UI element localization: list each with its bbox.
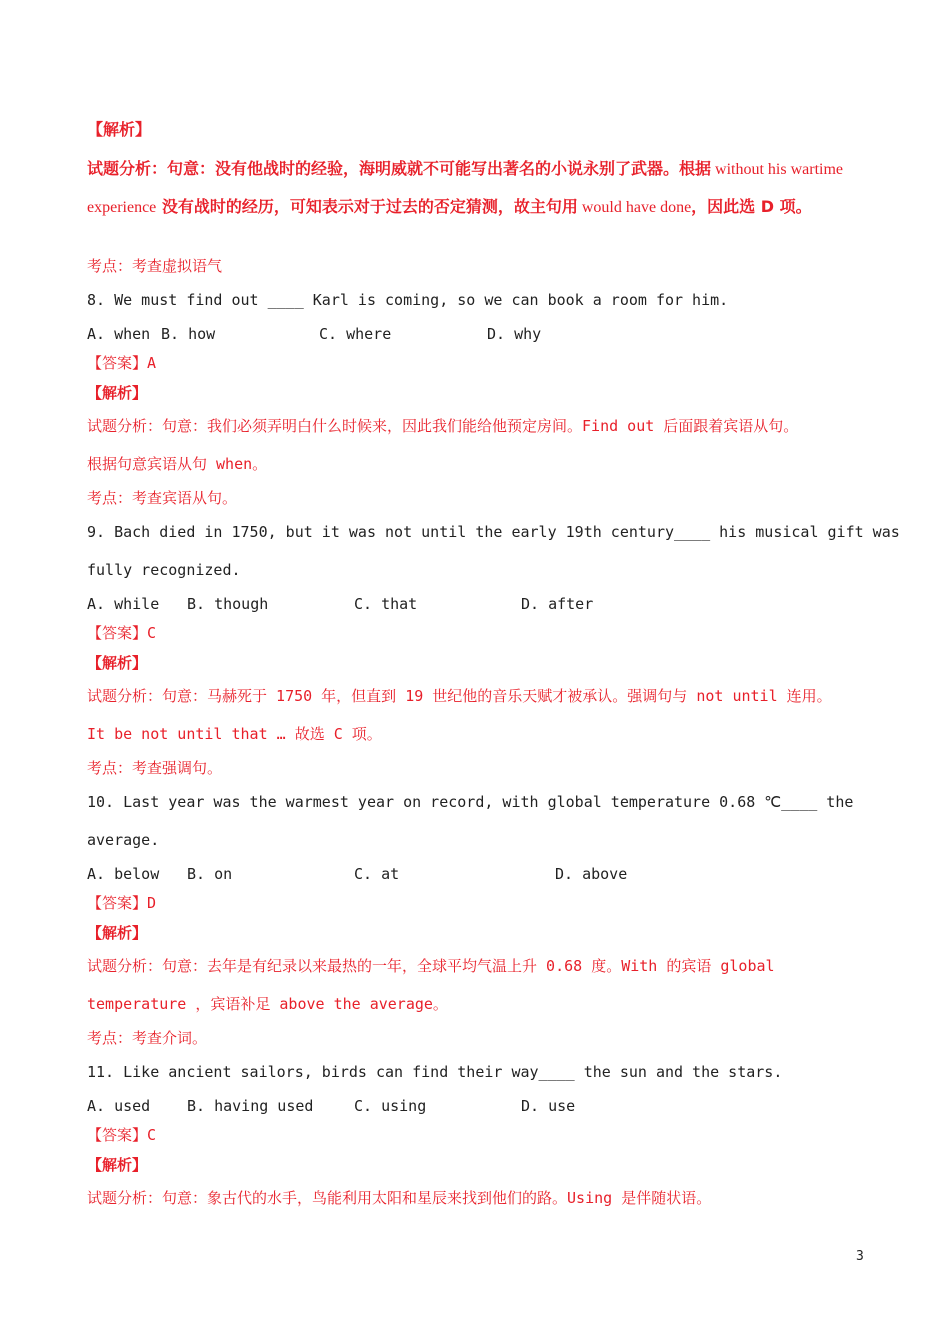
q10-analysis-line-1: 试题分析：句意：去年是有纪录以来最热的一年，全球平均气温上升 0.68 度。With 的宾语 global	[87, 957, 775, 975]
q11-option-a: A. used	[87, 1097, 151, 1115]
q8-analysis-header: 【解析】	[87, 384, 148, 402]
q10-option-b: B. on	[187, 865, 233, 883]
q10-option-a: A. below	[87, 865, 160, 883]
q7-analysis-line-1-en: without his wartime	[711, 161, 843, 178]
q10-answer: 【答案】D	[87, 894, 157, 912]
q8-analysis-line-1: 试题分析：句意：我们必须弄明白什么时候来，因此我们能给他预定房间。Find out 后面跟着宾语从句。	[87, 417, 799, 435]
q10-analysis-line-2: temperature ，宾语补足 above the average。	[87, 995, 448, 1013]
q7-analysis-header: 【解析】	[87, 120, 152, 139]
q8-option-c: C. where	[319, 325, 392, 343]
q9-question-line-2: fully recognized.	[87, 561, 241, 579]
q8-question: 8. We must find out ____ Karl is coming, so we can book a room for him.	[87, 291, 729, 309]
q7-analysis-line-1-cn: 试题分析：句意：没有他战时的经验，海明威就不可能写出著名的小说永别了武器。根据	[87, 159, 712, 178]
q9-answer: 【答案】C	[87, 624, 157, 642]
q9-option-a: A. while	[87, 595, 160, 613]
q9-analysis-line-2: It be not until that … 故选 C 项。	[87, 725, 382, 743]
q7-analysis-line-2-cn2: ，因此选 D 项。	[691, 197, 812, 216]
q9-analysis-line-1: 试题分析：句意：马赫死于 1750 年，但直到 19 世纪他的音乐天赋才被承认。强调句与 not until 连用。	[87, 687, 832, 705]
q9-option-c: C. that	[354, 595, 418, 613]
q10-kaodian: 考点：考查介词。	[87, 1029, 208, 1047]
q10-question-line-2: average.	[87, 831, 160, 849]
q8-option-a: A. when	[87, 325, 151, 343]
q9-kaodian: 考点：考查强调句。	[87, 759, 223, 777]
q7-analysis-line-2-en2: would have done	[577, 199, 692, 216]
q9-question-line-1: 9. Bach died in 1750, but it was not until the early 19th century____ his musical gift was	[87, 523, 900, 541]
q7-analysis-line-1	[87, 159, 843, 180]
q7-analysis-line-2-en1: experience	[87, 199, 157, 216]
q9-analysis-header: 【解析】	[87, 654, 148, 672]
page-number: 3	[856, 1249, 864, 1264]
q7-analysis-line-2-cn1: 没有战时的经历，可知表示对于过去的否定猜测，故主句用	[156, 197, 578, 216]
q9-option-d: D. after	[521, 595, 594, 613]
q10-analysis-header: 【解析】	[87, 924, 148, 942]
q10-question-line-1: 10. Last year was the warmest year on record, with global temperature 0.68 ℃____ the	[87, 793, 854, 811]
q11-option-c: C. using	[354, 1097, 427, 1115]
q7-kaodian: 考点：考查虚拟语气	[87, 257, 223, 275]
q9-option-b: B. though	[187, 595, 269, 613]
q8-option-b: B. how	[161, 325, 216, 343]
q7-analysis-line-2	[87, 197, 812, 218]
q11-analysis-header: 【解析】	[87, 1156, 148, 1174]
q8-analysis-line-2: 根据句意宾语从句 when。	[87, 455, 268, 473]
q8-answer: 【答案】A	[87, 354, 157, 372]
q11-analysis-line-1: 试题分析：句意：象古代的水手，鸟能利用太阳和星辰来找到他们的路。Using 是伴随状语。	[87, 1189, 712, 1207]
q10-option-d: D. above	[555, 865, 628, 883]
q11-option-b: B. having used	[187, 1097, 314, 1115]
q10-option-c: C. at	[354, 865, 400, 883]
q8-option-d: D. why	[487, 325, 542, 343]
q8-kaodian: 考点：考查宾语从句。	[87, 489, 238, 507]
q11-option-d: D. use	[521, 1097, 576, 1115]
q11-answer: 【答案】C	[87, 1126, 157, 1144]
q11-question: 11. Like ancient sailors, birds can find their way____ the sun and the stars.	[87, 1063, 783, 1081]
